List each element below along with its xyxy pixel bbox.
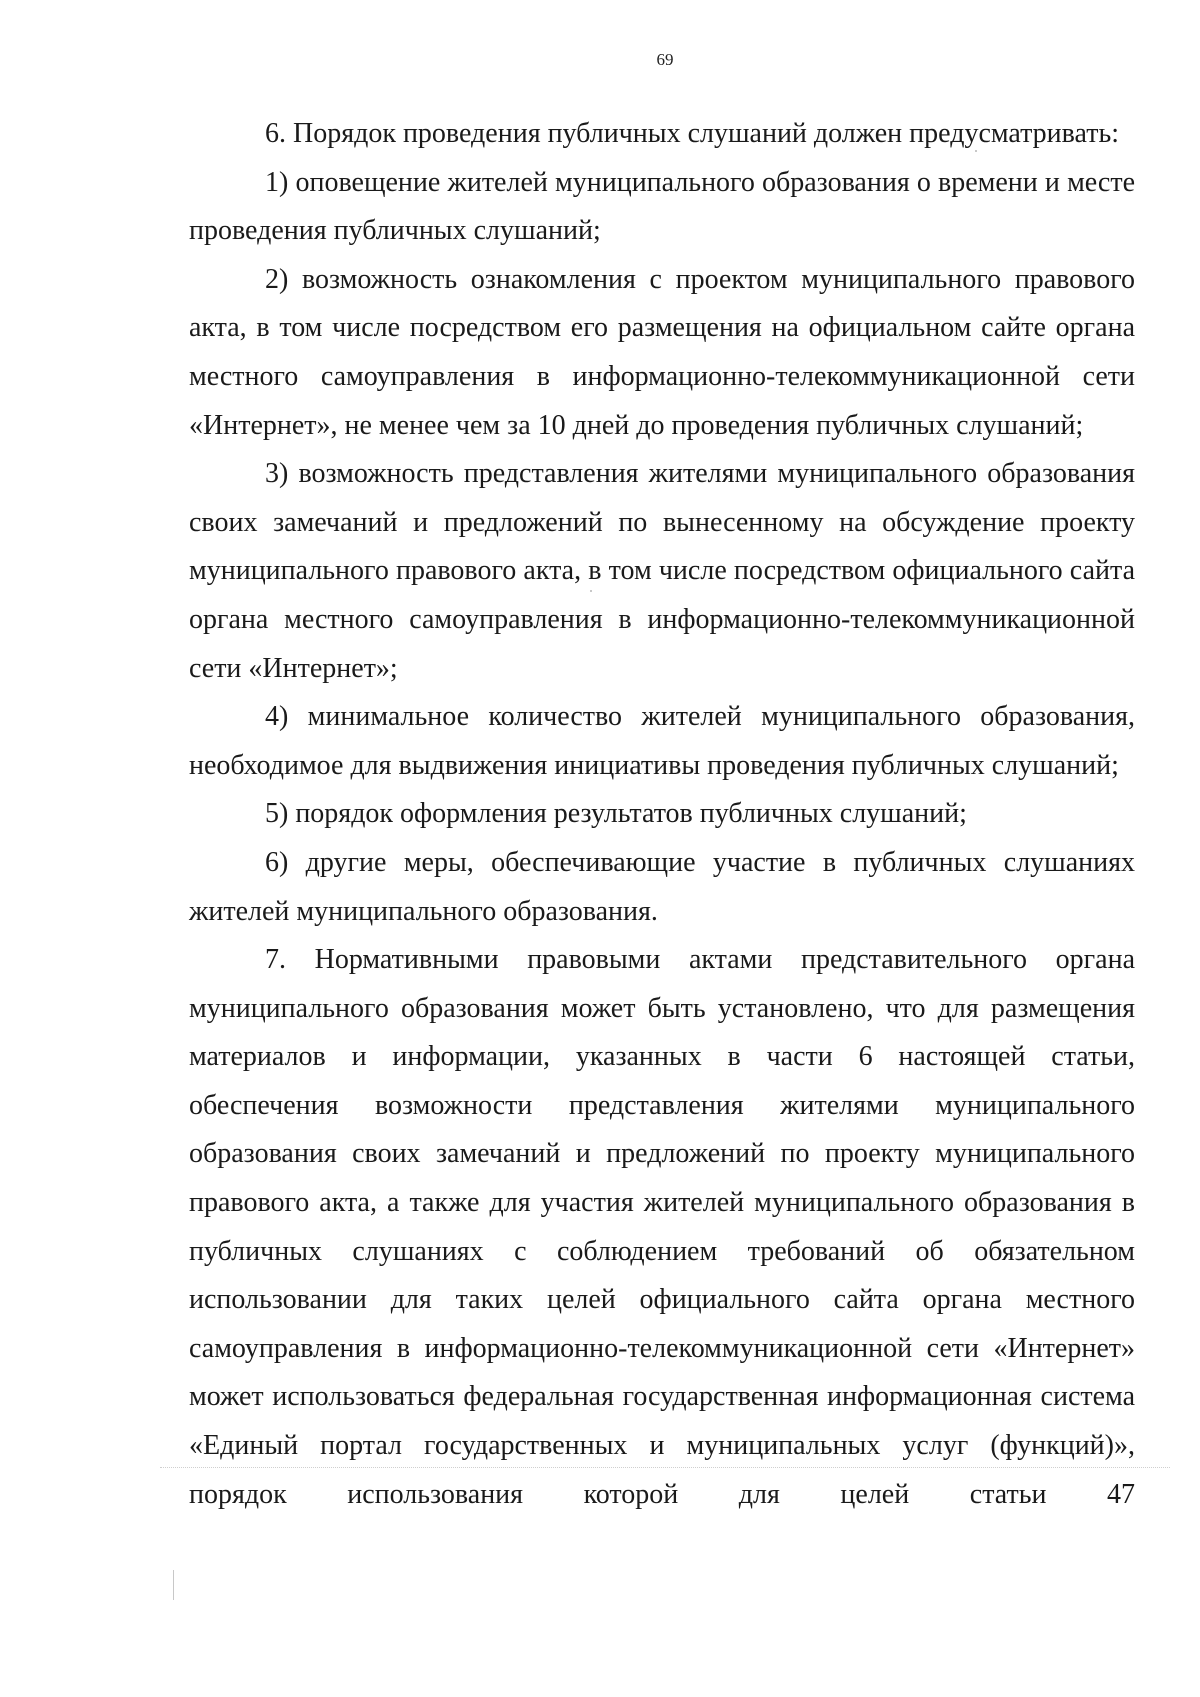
scan-speck (590, 590, 592, 592)
paragraph-6-item-6: 6) другие меры, обеспечивающие участие в публичных слушаниях жителей муниципального образования. (189, 846, 1135, 927)
document-body (189, 110, 1135, 1519)
paragraph-7: 7. Нормативными правовыми актами представительного органа муниципального образования может быть установлено, что для размещения материалов и информации, указанных в части 6 настоящей статьи, обеспечения возможности представления жителями муниципального образования своих замечаний и предложений по проекту муниципального правового акта, а также для участия жителей муниципального образования в публичных слушаниях с соблюдением требований об обязательном использовании для таких целей официального сайта органа местного самоуправления в информационно-телекоммуникационной сети «Интернет» может использоваться федеральная государственная информационная система «Единый портал государственных и муниципальных услуг (функций)», порядок использования которой для целей статьи 47 (189, 944, 1135, 1510)
paragraph-6-item-4: 4) минимальное количество жителей муниципального образования, необходимое для выдвижения инициативы проведения публичных слушаний; (189, 701, 1135, 781)
scan-speck (173, 1570, 174, 1600)
page-number: 69 (656, 50, 674, 69)
paragraph-6-item-1: 1) оповещение жителей муниципального образования о времени и месте проведения публичных слушаний; (189, 166, 1135, 247)
paragraph-6-item-3: 3) возможность представления жителями муниципального образования своих замечаний и предложений по вынесенному на обсуждение проекту муниципального правового акта, в том числе посредством официального сайта органа местного самоуправления в информационно-телекоммуникационной сети «Интернет»; (189, 458, 1135, 684)
scan-speck (975, 150, 977, 152)
paragraph-6-item-2: 2) возможность ознакомления с проектом муниципального правового акта, в том числе посредством его размещения на официальном сайте органа местного самоуправления в информационно-телекоммуникационной сети «Интернет», не менее чем за 10 дней до проведения публичных слушаний; (189, 263, 1135, 441)
scan-dotted-line (160, 1467, 1170, 1468)
paragraph-6: 6. Порядок проведения публичных слушаний должен предусматривать: (265, 118, 1119, 149)
paragraph-6-item-5: 5) порядок оформления результатов публичных слушаний; (265, 798, 967, 830)
